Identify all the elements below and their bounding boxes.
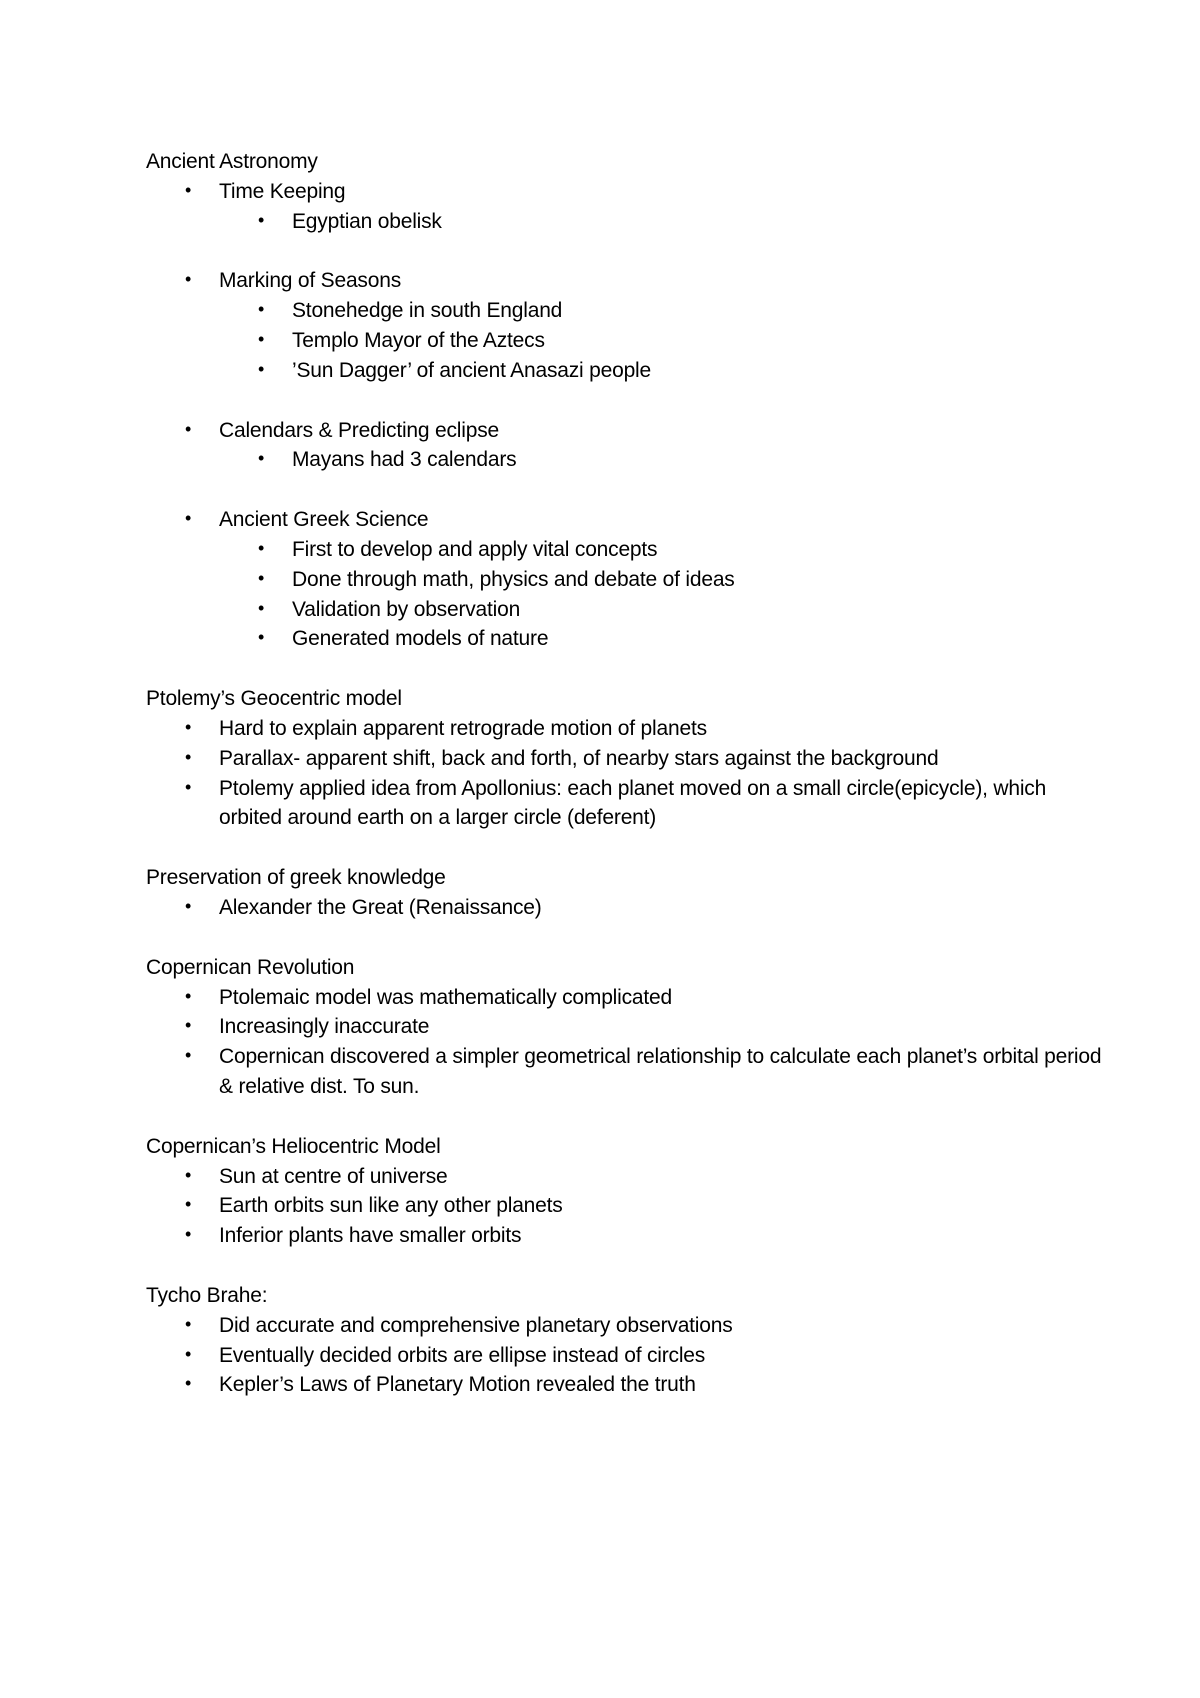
nested-list-wrapper <box>146 296 1106 385</box>
bullet-list <box>146 714 1106 833</box>
section-title: Preservation of greek knowledge <box>146 866 446 890</box>
sub-list-item <box>219 445 1106 475</box>
list-item <box>146 1221 1106 1251</box>
bullet-icon: • <box>184 746 192 767</box>
section-title: Ptolemy’s Geocentric model <box>146 687 402 711</box>
list-item <box>146 1341 1106 1371</box>
list-item-text: Earth orbits sun like any other planets <box>219 1194 563 1218</box>
nested-container <box>146 207 1106 237</box>
bullet-icon: • <box>184 1373 192 1394</box>
bullet-list <box>146 266 1106 296</box>
list-item-text: Time Keeping <box>219 179 346 203</box>
section-copernican-revolution <box>146 953 1106 1102</box>
bullet-icon: • <box>257 537 265 558</box>
sub-list-item-text: First to develop and apply vital concepts <box>292 537 658 561</box>
sub-bullet-list <box>219 445 1106 475</box>
list-item <box>146 983 1106 1013</box>
sub-list-item-text: Egyptian obelisk <box>292 209 442 233</box>
bullet-icon: • <box>257 448 265 469</box>
bullet-list <box>146 416 1106 446</box>
bullet-icon: • <box>257 299 265 320</box>
bullet-icon: • <box>257 597 265 618</box>
sub-bullet-list <box>219 296 1106 385</box>
list-item <box>146 177 1106 207</box>
sub-list-item-text: Generated models of nature <box>292 627 549 651</box>
document-body <box>146 147 1106 1400</box>
sub-list-item <box>219 326 1106 356</box>
list-item-text: Parallax- apparent shift, back and forth, of nearby stars against the background <box>219 746 939 770</box>
section-title: Tycho Brahe: <box>146 1283 268 1307</box>
bullet-icon: • <box>184 1194 192 1215</box>
nested-list-wrapper <box>146 207 1106 237</box>
list-item-text: Calendars & Predicting eclipse <box>219 418 499 442</box>
bullet-icon: • <box>184 418 192 439</box>
list-item-text: Did accurate and comprehensive planetary observations <box>219 1313 733 1337</box>
list-item-text: Eventually decided orbits are ellipse instead of circles <box>219 1343 706 1367</box>
list-item-text: Ptolemy applied idea from Apollonius: each planet moved on a small circle(epicycle), which orbited around earth on a larger circle (deferent) <box>219 776 1047 830</box>
sub-list-item-text: Validation by observation <box>292 597 521 621</box>
sub-bullet-list <box>219 207 1106 237</box>
bullet-icon: • <box>184 1015 192 1036</box>
bullet-icon: • <box>257 567 265 588</box>
bullet-icon: • <box>184 776 192 797</box>
section-title: Copernican Revolution <box>146 955 355 979</box>
nested-container <box>146 296 1106 385</box>
list-item <box>146 893 1106 923</box>
bullet-icon: • <box>257 358 265 379</box>
sub-list-item <box>219 624 1106 654</box>
list-item-text: Copernican discovered a simpler geometrical relationship to calculate each planet’s orbital period & relative dist. To sun. <box>219 1045 1102 1098</box>
bullet-icon: • <box>184 985 192 1006</box>
bullet-icon: • <box>257 209 265 230</box>
bullet-icon: • <box>184 716 192 737</box>
bullet-icon: • <box>184 269 192 290</box>
sub-list-item <box>219 207 1106 237</box>
bullet-list <box>146 505 1106 535</box>
bullet-icon: • <box>184 179 192 200</box>
nested-container <box>146 535 1106 654</box>
sub-list-item <box>219 595 1106 625</box>
bullet-icon: • <box>184 1313 192 1334</box>
list-item-text: Ptolemaic model was mathematically complicated <box>219 985 672 1009</box>
sub-list-item-text: Templo Mayor of the Aztecs <box>292 328 545 352</box>
nested-container <box>146 445 1106 475</box>
section-preservation <box>146 863 1106 923</box>
list-item-text: Hard to explain apparent retrograde motion of planets <box>219 716 707 740</box>
list-item <box>146 1191 1106 1221</box>
bullet-icon: • <box>257 328 265 349</box>
list-item-text: Increasingly inaccurate <box>219 1015 430 1039</box>
bullet-icon: • <box>184 1045 192 1066</box>
sub-list-item-text: Done through math, physics and debate of ideas <box>292 567 735 591</box>
list-item <box>146 505 1106 535</box>
bullet-list <box>146 177 1106 207</box>
list-item-text: Marking of Seasons <box>219 269 401 293</box>
bullet-list <box>146 983 1106 1102</box>
list-item-text: Sun at centre of universe <box>219 1164 448 1188</box>
sub-list-item <box>219 565 1106 595</box>
sub-bullet-list <box>219 535 1106 654</box>
list-item <box>146 1042 1106 1102</box>
sub-list-item <box>219 296 1106 326</box>
list-item-text: Kepler’s Laws of Planetary Motion revealed the truth <box>219 1373 696 1397</box>
nested-list-wrapper <box>146 445 1106 475</box>
bullet-icon: • <box>184 508 192 529</box>
list-item <box>146 1370 1106 1400</box>
bullet-icon: • <box>184 1164 192 1185</box>
sub-list-item <box>219 356 1106 386</box>
sub-list-item-text: Stonehedge in south England <box>292 299 563 323</box>
section-tycho-brahe <box>146 1281 1106 1400</box>
sub-list-item <box>219 535 1106 565</box>
section-heliocentric-model <box>146 1132 1106 1251</box>
list-item-text: Ancient Greek Science <box>219 508 429 532</box>
section-title: Copernican’s Heliocentric Model <box>146 1134 441 1158</box>
list-item-text: Alexander the Great (Renaissance) <box>219 895 542 919</box>
bullet-list <box>146 893 1106 923</box>
list-item <box>146 266 1106 296</box>
section-ptolemy-geocentric <box>146 684 1106 833</box>
bullet-icon: • <box>184 1343 192 1364</box>
list-item-text: Inferior plants have smaller orbits <box>219 1224 522 1248</box>
sub-list-item-text: Mayans had 3 calendars <box>292 448 517 472</box>
bullet-icon: • <box>257 627 265 648</box>
list-item <box>146 774 1106 834</box>
nested-list-wrapper <box>146 535 1106 654</box>
bullet-list <box>146 1311 1106 1400</box>
section-ancient-astronomy <box>146 147 1106 654</box>
bullet-list <box>146 1162 1106 1251</box>
list-item <box>146 416 1106 446</box>
list-item <box>146 1311 1106 1341</box>
list-item <box>146 744 1106 774</box>
list-item <box>146 1162 1106 1192</box>
list-item <box>146 714 1106 744</box>
bullet-icon: • <box>184 895 192 916</box>
bullet-icon: • <box>184 1224 192 1245</box>
section-title: Ancient Astronomy <box>146 150 318 173</box>
sub-list-item-text: ’Sun Dagger’ of ancient Anasazi people <box>292 358 651 382</box>
list-item <box>146 1012 1106 1042</box>
